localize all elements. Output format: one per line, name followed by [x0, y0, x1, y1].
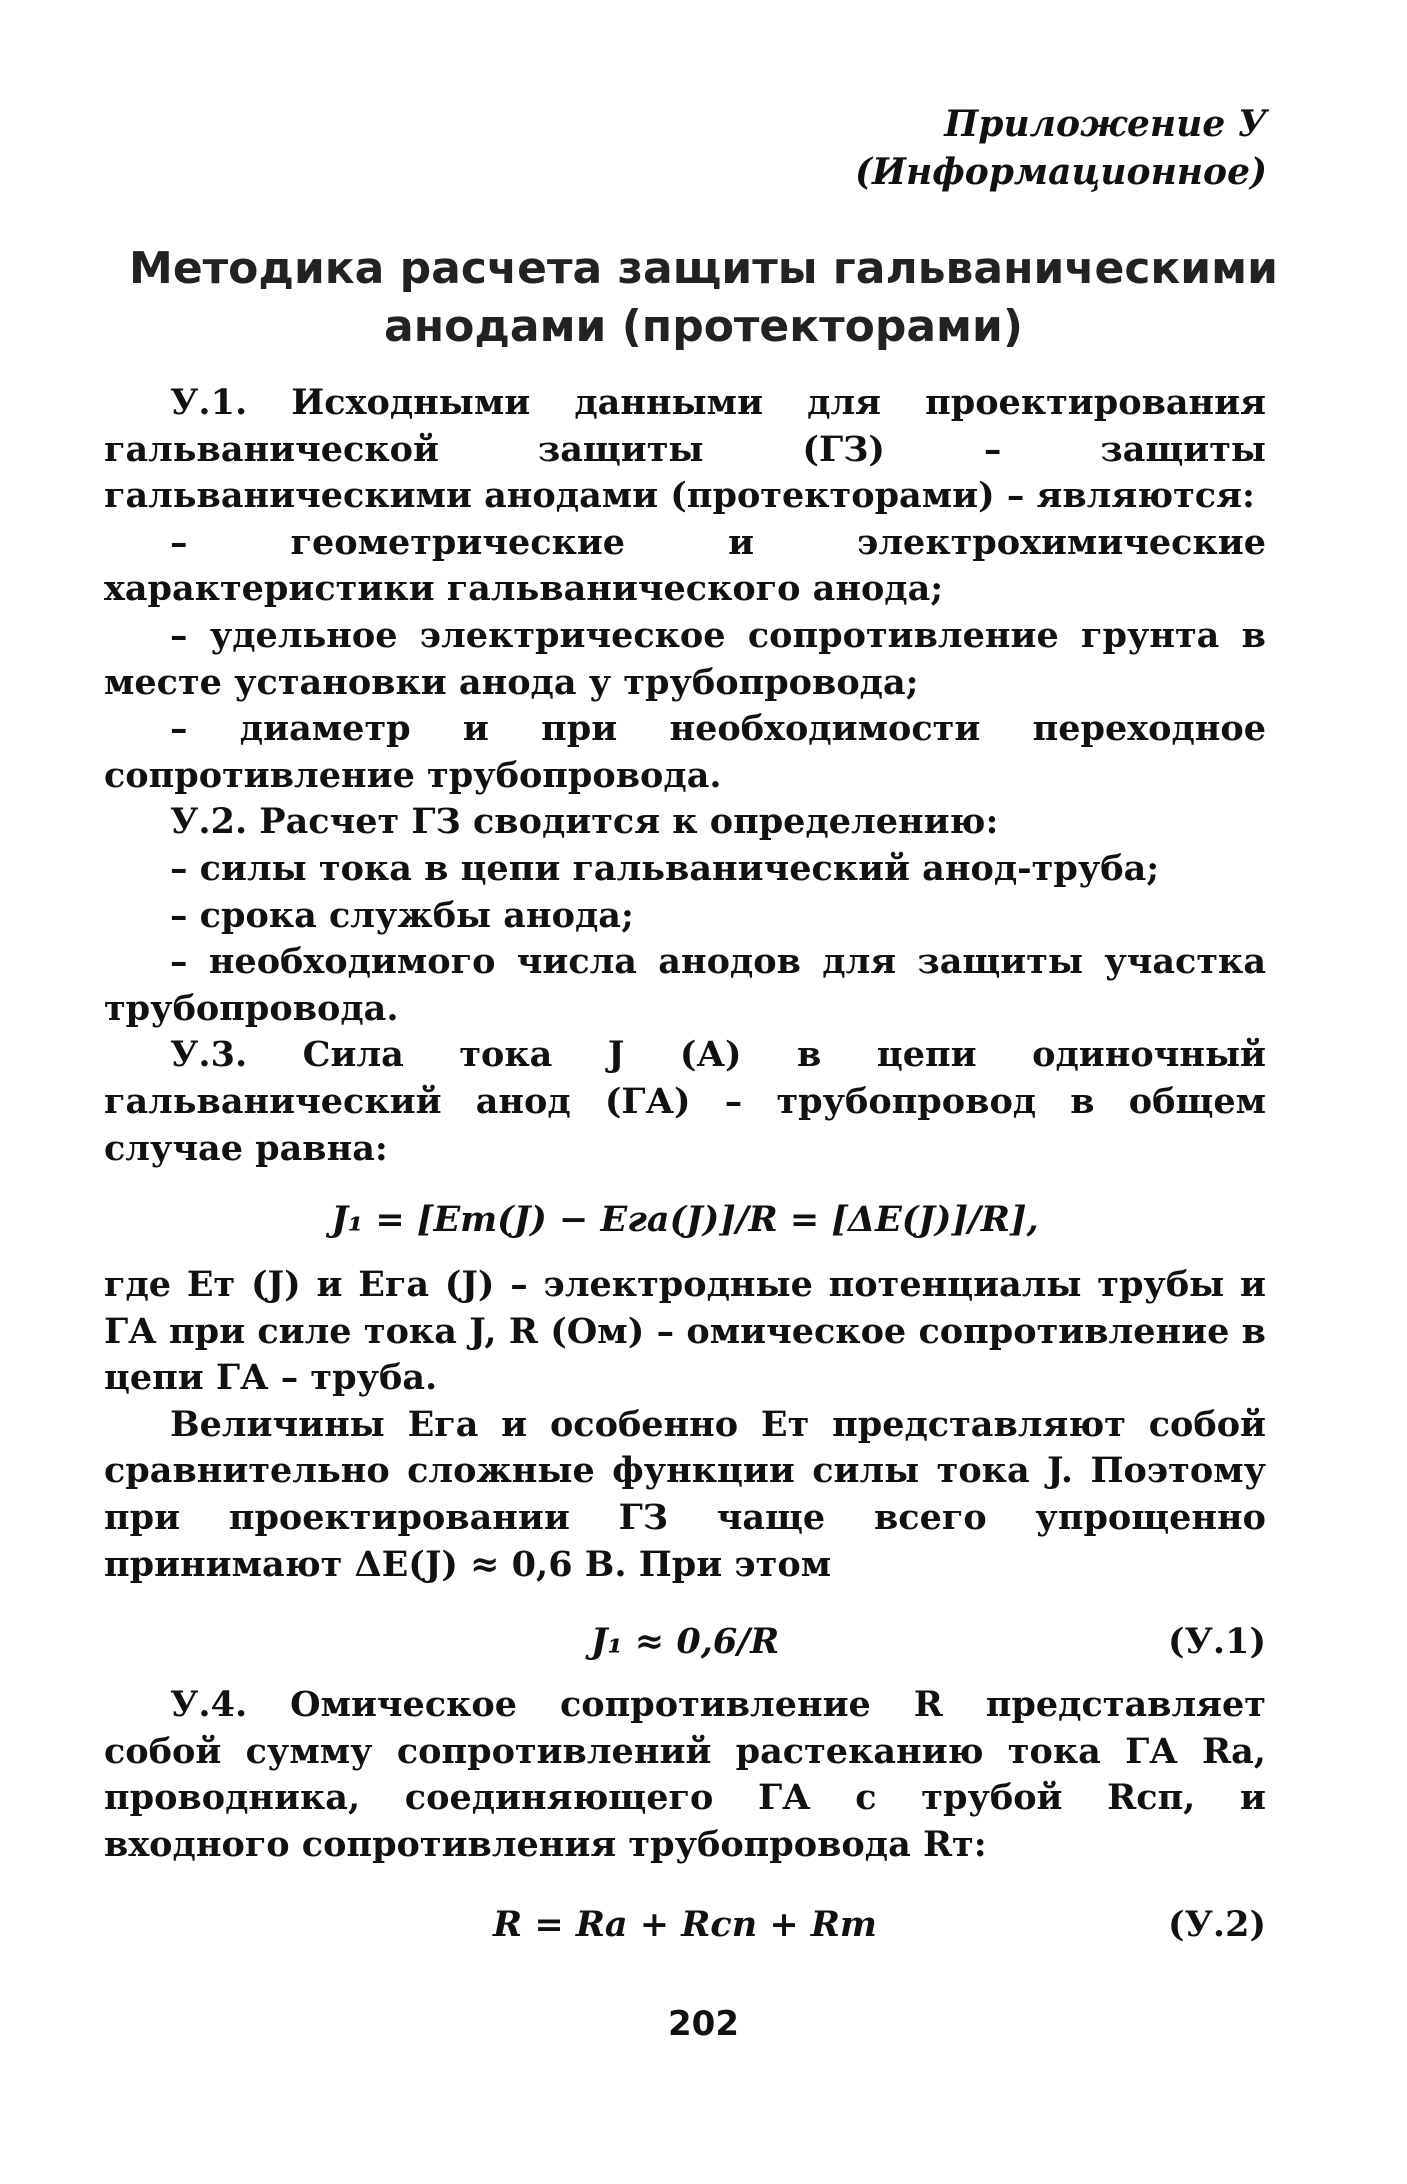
formula-number: (У.2)	[1167, 1903, 1266, 1945]
paragraph-simplification: Величины Eга и особенно Eт представляют собой сравнительно сложные функции силы тока J. Поэтому при проектировании ГЗ чаще всего упрощенно принимают ΔE(J) ≈ 0,6 В. При этом	[104, 1403, 1266, 1585]
list-item: – силы тока в цепи гальванический анод-труба;	[170, 847, 1160, 889]
paragraph-definitions: где Eт (J) и Eга (J) – электродные потенциалы трубы и ГА при силе тока J, R (Ом) – омическое сопротивление в цепи ГА – труба.	[104, 1264, 1266, 1399]
list-item: – геометрические и электрохимические характеристики гальванического анода;	[104, 521, 1266, 610]
document-body	[104, 380, 1266, 1967]
appendix-title: Приложение У	[944, 103, 1267, 145]
paragraph-u4: У.4. Омическое сопротивление R представляет собой сумму сопротивлений растеканию тока ГА Rа, проводника, соединяющего ГА с трубой Rсп, и входного сопротивления трубопровода Rт:	[104, 1684, 1266, 1866]
page-number: 202	[668, 2004, 739, 2044]
formula-expression: J₁ = [Eт(J) − Eга(J)]/R = [ΔE(J)]/R],	[331, 1199, 1039, 1241]
formula-expression: R = Rа + Rсп + Rт	[493, 1903, 877, 1945]
formula-u2	[104, 1895, 1266, 1955]
paragraph-u2: У.2. Расчет ГЗ сводится к определению:	[170, 801, 999, 843]
formula-u1	[104, 1612, 1266, 1672]
list-item: – диаметр и при необходимости переходное сопротивление трубопровода.	[104, 708, 1266, 796]
paragraph-u1: У.1. Исходными данными для проектирования гальванической защиты (ГЗ) – защиты гальваническими анодами (протекторами) – являются:	[104, 382, 1266, 517]
paragraph-u3: У.3. Сила тока J (А) в цепи одиночный гальванический анод (ГА) – трубопровод в общем случае равна:	[104, 1034, 1266, 1169]
appendix-type: (Информационное)	[854, 151, 1267, 193]
appendix-label	[855, 100, 1267, 196]
formula-current	[104, 1190, 1266, 1250]
list-item: – удельное электрическое сопротивление грунта в месте установки анода у трубопровода;	[104, 614, 1266, 703]
formula-number: (У.1)	[1167, 1621, 1266, 1663]
list-item: – необходимого числа анодов для защиты участка трубопровода.	[104, 941, 1266, 1029]
list-item: – срока службы анода;	[170, 894, 634, 936]
page-title: Методика расчета защиты гальваническими анодами (протекторами)	[129, 243, 1278, 352]
formula-expression: J₁ ≈ 0,6/R	[590, 1621, 780, 1663]
